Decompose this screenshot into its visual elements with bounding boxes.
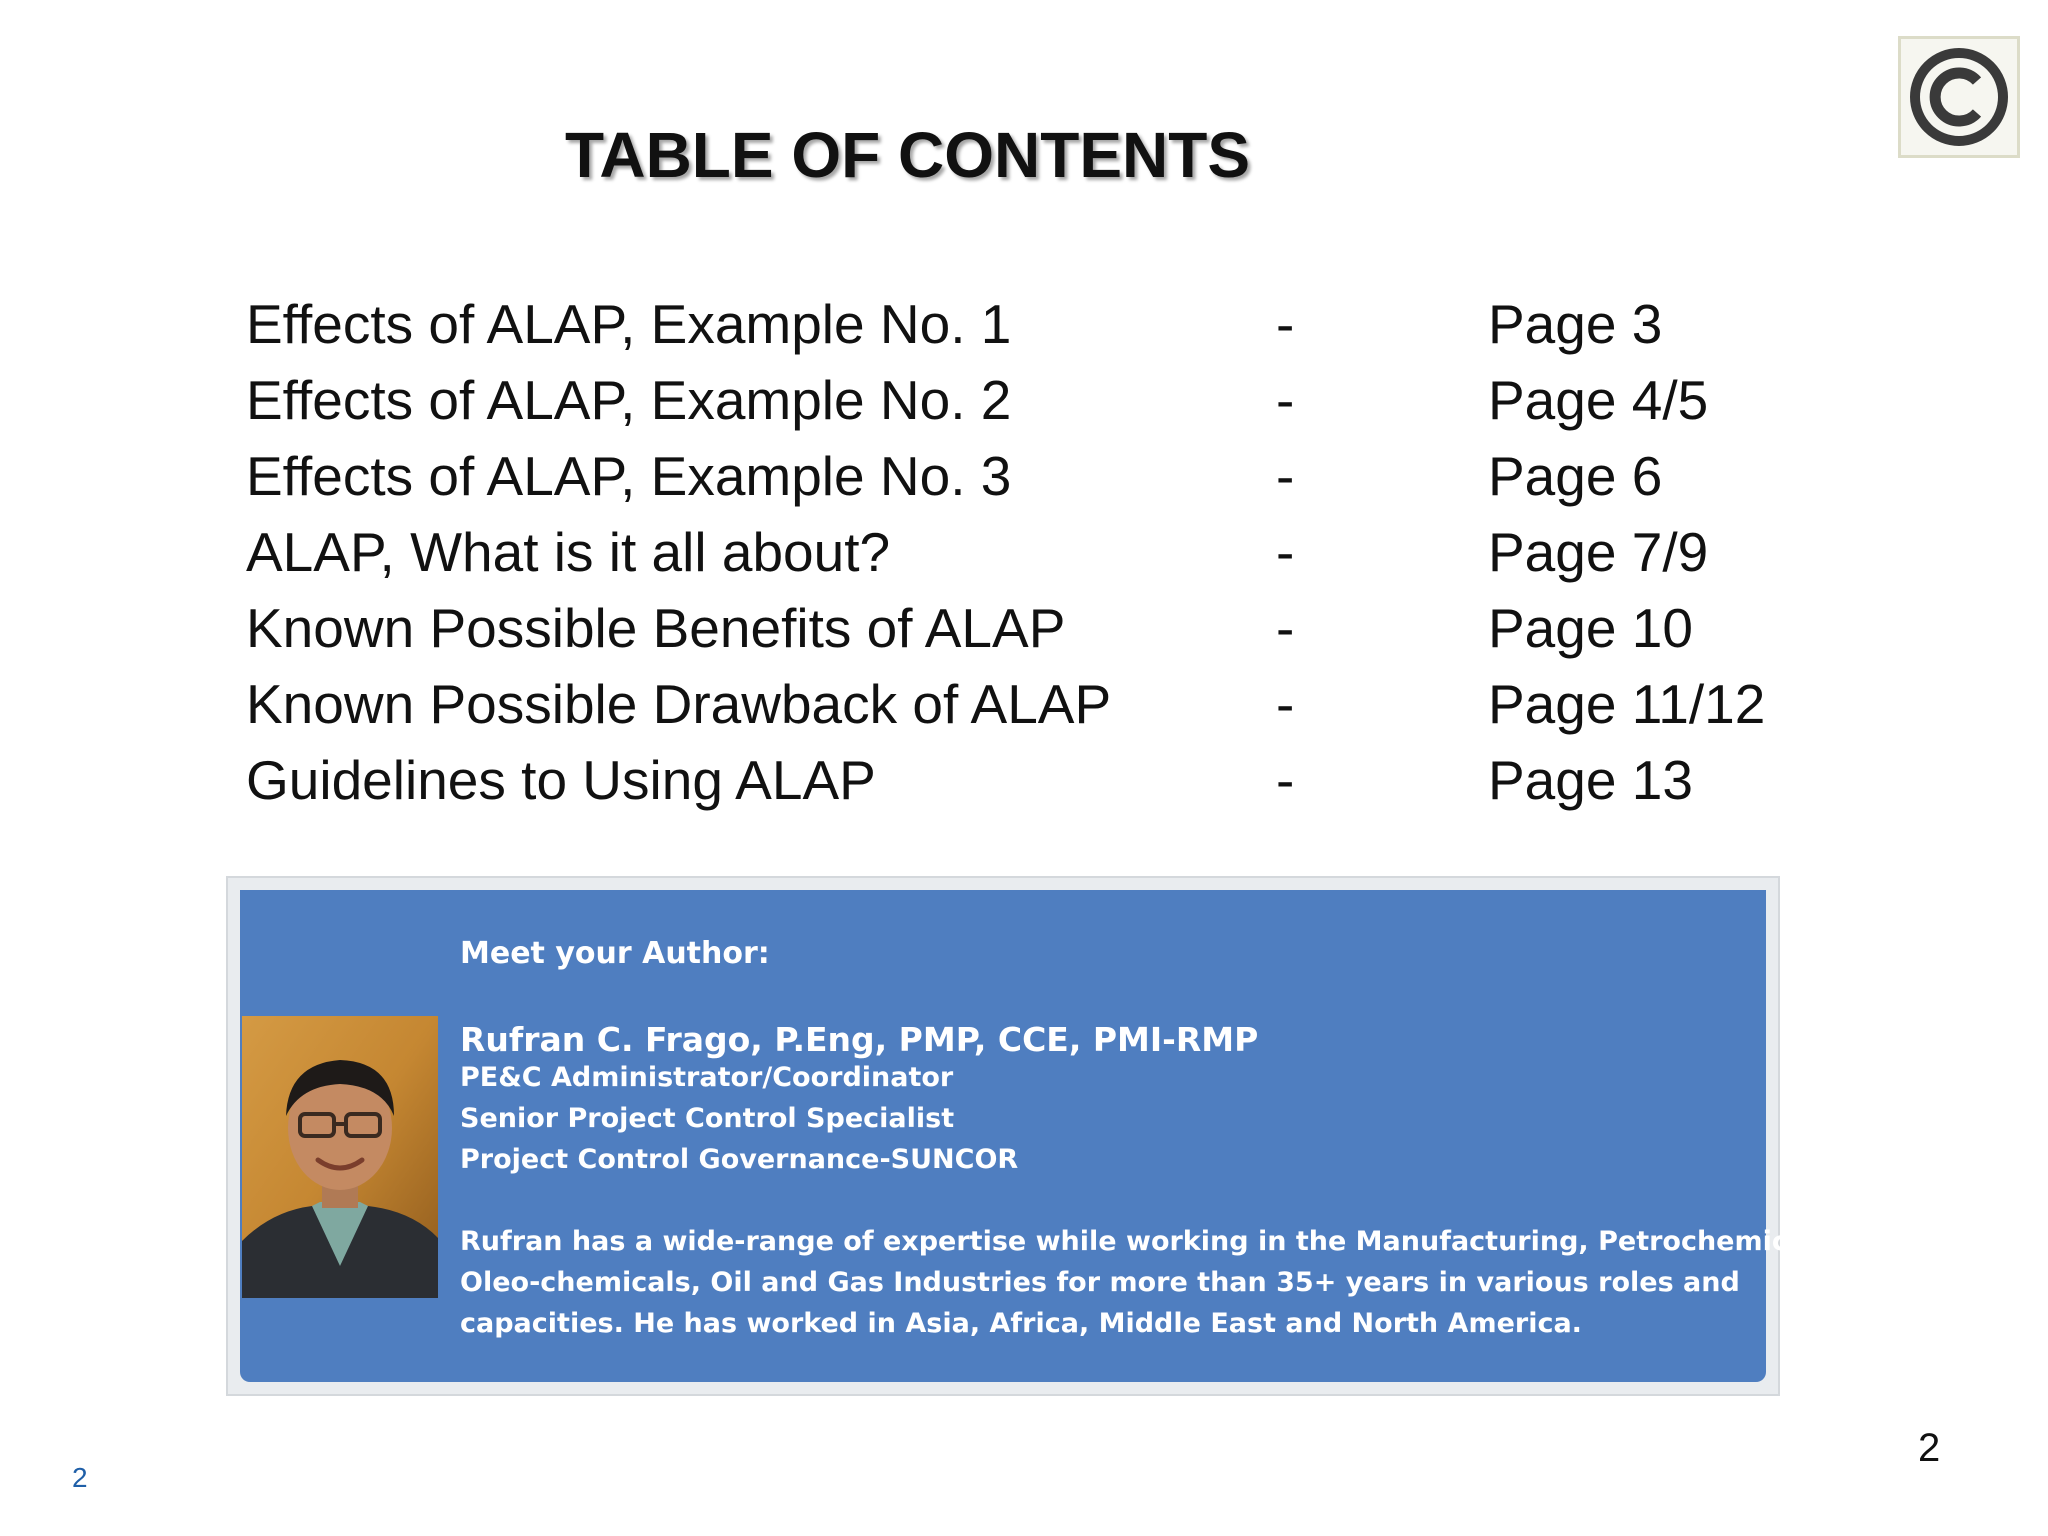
toc-topic: Known Possible Benefits of ALAP	[246, 597, 1066, 659]
toc-row	[246, 514, 1806, 590]
toc-row	[246, 742, 1806, 818]
author-role: PE&C Administrator/Coordinator	[460, 1062, 954, 1093]
toc-row	[246, 666, 1806, 742]
toc-topic: Effects of ALAP, Example No. 1	[246, 293, 1012, 355]
toc-page: Page 4/5	[1488, 369, 1709, 431]
toc-separator: -	[1276, 369, 1295, 431]
author-bio-line: Rufran has a wide-range of expertise while working in the Manufacturing, Petrochemical,	[460, 1226, 1826, 1257]
author-bio-line: capacities. He has worked in Asia, Africa, Middle East and North America.	[460, 1308, 1582, 1339]
toc-separator: -	[1276, 521, 1295, 583]
author-name: Rufran C. Frago, P.Eng, PMP, CCE, PMI-RMP	[460, 1020, 1259, 1059]
author-role: Senior Project Control Specialist	[460, 1103, 955, 1134]
toc-row	[246, 438, 1806, 514]
toc-row	[246, 590, 1806, 666]
page-title: TABLE OF CONTENTS	[565, 119, 1250, 191]
toc-row	[246, 362, 1806, 438]
toc-separator: -	[1276, 749, 1295, 811]
author-heading: Meet your Author:	[460, 936, 770, 971]
toc-list	[246, 286, 1806, 818]
copyright-icon	[1898, 36, 2020, 158]
toc-row	[246, 286, 1806, 362]
toc-separator: -	[1276, 445, 1295, 507]
toc-separator: -	[1276, 293, 1295, 355]
slide-number: 2	[72, 1462, 88, 1493]
toc-topic: Effects of ALAP, Example No. 3	[246, 445, 1012, 507]
author-bio-line: Oleo-chemicals, Oil and Gas Industries for more than 35+ years in various roles and	[460, 1267, 1740, 1298]
toc-page: Page 11/12	[1488, 673, 1766, 735]
toc-page: Page 13	[1488, 749, 1693, 811]
toc-page: Page 3	[1488, 293, 1663, 355]
toc-page: Page 10	[1488, 597, 1693, 659]
toc-topic: ALAP, What is it all about?	[246, 521, 891, 583]
toc-topic: Guidelines to Using ALAP	[246, 749, 876, 811]
page-number: 2	[1918, 1426, 1941, 1470]
toc-page: Page 7/9	[1488, 521, 1709, 583]
toc-separator: -	[1276, 673, 1295, 735]
author-photo	[242, 1016, 438, 1298]
toc-page: Page 6	[1488, 445, 1663, 507]
toc-topic: Effects of ALAP, Example No. 2	[246, 369, 1012, 431]
toc-separator: -	[1276, 597, 1295, 659]
author-role: Project Control Governance-SUNCOR	[460, 1144, 1019, 1175]
toc-topic: Known Possible Drawback of ALAP	[246, 673, 1112, 735]
